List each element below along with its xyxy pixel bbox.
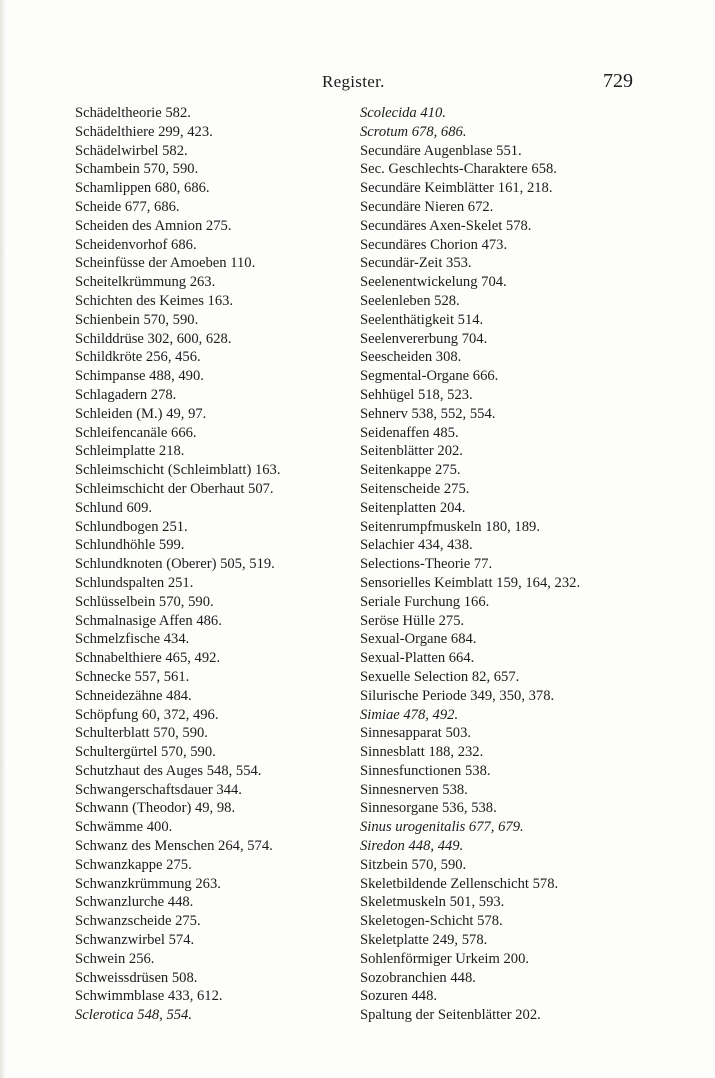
index-entry: Seitenrumpfmuskeln 180, 189. (360, 518, 540, 535)
index-entry: Scheide 677, 686. (75, 198, 180, 215)
index-entry: Schlüsselbein 570, 590. (75, 593, 214, 610)
index-entry: Scheiden des Amnion 275. (75, 217, 232, 234)
index-entry: Sec. Geschlechts-Charaktere 658. (360, 161, 557, 178)
index-entry: Schambein 570, 590. (75, 161, 199, 178)
index-entry: Schamlippen 680, 686. (75, 180, 210, 197)
index-entry: Schwanzwirbel 574. (75, 932, 195, 949)
scan-edge (0, 0, 6, 1078)
index-entry: Sexuelle Selection 82, 657. (360, 668, 520, 685)
index-entry: Schwämme 400. (75, 819, 173, 836)
index-entry: Schulterblatt 570, 590. (75, 725, 208, 742)
index-entry: Sinnesfunctionen 538. (360, 762, 491, 779)
index-entry: Secundäre Keimblätter 161, 218. (360, 180, 553, 197)
index-entry: Seelenthätigkeit 514. (360, 311, 484, 328)
index-entry: Schildkröte 256, 456. (75, 349, 201, 366)
index-entry: Schädeltheorie 582. (75, 105, 191, 121)
index-entry: Schmalnasige Affen 486. (75, 612, 222, 629)
index-entry: Schlundspalten 251. (75, 574, 194, 591)
index-entry: Schädelwirbel 582. (75, 142, 188, 159)
index-entry: Silurische Periode 349, 350, 378. (360, 687, 555, 704)
index-entry: Schnecke 557, 561. (75, 668, 190, 685)
index-entry: Selections-Theorie 77. (360, 556, 493, 573)
index-entry: Schlundknoten (Oberer) 505, 519. (75, 556, 275, 573)
index-entry: Seitenplatten 204. (360, 499, 466, 516)
index-entry: Scrotum 678, 686. (360, 123, 467, 140)
index-entry: Seitenblätter 202. (360, 443, 463, 460)
index-entry: Seelenvererbung 704. (360, 330, 488, 347)
index-entry: Schienbein 570, 590. (75, 311, 199, 328)
index-entry: Skeletplatte 249, 578. (360, 932, 488, 949)
index-entry: Schleifencanäle 666. (75, 424, 197, 441)
index-entry: Schutzhaut des Auges 548, 554. (75, 762, 262, 779)
index-entry: Seröse Hülle 275. (360, 612, 465, 629)
index-entry: Seriale Furchung 166. (360, 593, 490, 610)
index-entry: Schleimschicht (Schleimblatt) 163. (75, 462, 281, 479)
index-entry: Sensorielles Keimblatt 159, 164, 232. (360, 574, 581, 591)
index-entry: Schwanzscheide 275. (75, 913, 201, 930)
index-entry: Sitzbein 570, 590. (360, 856, 467, 873)
index-entry: Sinnesnerven 538. (360, 781, 468, 798)
index-entry: Schöpfung 60, 372, 496. (75, 706, 219, 723)
index-entry: Scheinfüsse der Amoeben 110. (75, 255, 256, 272)
index-entry: Schwein 256. (75, 950, 155, 967)
index-entry: Segmental-Organe 666. (360, 368, 499, 385)
index-entry: Scheidenvorhof 686. (75, 236, 197, 253)
index-entry: Schleiden (M.) 49, 97. (75, 405, 207, 422)
index-entry: Sozuren 448. (360, 988, 438, 1005)
index-entry: Schultergürtel 570, 590. (75, 744, 216, 761)
index-entry: Schleimschicht der Oberhaut 507. (75, 480, 274, 497)
index-entry: Sinnesorgane 536, 538. (360, 800, 497, 817)
index-entry: Sinnesblatt 188, 232. (360, 744, 484, 761)
index-entry: Schwanzlurche 448. (75, 894, 194, 911)
page-number: 729 (603, 70, 633, 92)
index-entry: Schilddrüse 302, 600, 628. (75, 330, 232, 347)
index-column-left (75, 104, 347, 1025)
index-entry: Sohlenförmiger Urkeim 200. (360, 950, 530, 967)
index-entry: Schichten des Keimes 163. (75, 292, 234, 309)
index-entry: Sexual-Platten 664. (360, 650, 475, 667)
index-entry: Sinus urogenitalis 677, 679. (360, 819, 524, 836)
index-entry: Secundäre Augenblase 551. (360, 142, 522, 159)
page-title: Register. (322, 72, 385, 91)
index-entry: Seescheiden 308. (360, 349, 462, 366)
index-entry: Selachier 434, 438. (360, 537, 473, 554)
index-entry: Secundäre Nieren 672. (360, 198, 494, 215)
index-entry: Skeletmuskeln 501, 593. (360, 894, 505, 911)
index-entry: Spaltung der Seitenblätter 202. (360, 1007, 541, 1024)
index-entry: Schwanz des Menschen 264, 574. (75, 838, 273, 855)
index-entry: Seitenscheide 275. (360, 480, 470, 497)
index-entry: Secundäres Chorion 473. (360, 236, 508, 253)
index-entry: Schwanzkappe 275. (75, 856, 192, 873)
index-entry: Sozobranchien 448. (360, 969, 476, 986)
index-entry: Secundär-Zeit 353. (360, 255, 472, 272)
index-entry: Simiae 478, 492. (360, 706, 459, 723)
index-entry: Seidenaffen 485. (360, 424, 459, 441)
index-entry: Schwanzkrümmung 263. (75, 875, 221, 892)
index-entry: Seelenleben 528. (360, 292, 460, 309)
index-entry: Skeletogen-Schicht 578. (360, 913, 503, 930)
index-entry: Schwimmblase 433, 612. (75, 988, 223, 1005)
index-entry: Schweissdrüsen 508. (75, 969, 198, 986)
index-entry: Schleimplatte 218. (75, 443, 185, 460)
index-entry: Sehhügel 518, 523. (360, 386, 473, 403)
index-entry: Schlund 609. (75, 499, 153, 516)
index-entry: Schädelthiere 299, 423. (75, 123, 213, 140)
index-entry: Sexual-Organe 684. (360, 631, 477, 648)
index-entry: Seelenentwickelung 704. (360, 274, 507, 291)
index-entry: Schlagadern 278. (75, 386, 177, 403)
index-entry: Skeletbildende Zellenschicht 578. (360, 875, 559, 892)
index-entry: Scolecida 410. (360, 105, 446, 121)
index-entry: Seitenkappe 275. (360, 462, 461, 479)
index-entry: Schlundhöhle 599. (75, 537, 185, 554)
index-entry: Schmelzfische 434. (75, 631, 190, 648)
index-entry: Schwangerschaftsdauer 344. (75, 781, 242, 798)
index-entry: Schimpanse 488, 490. (75, 368, 204, 385)
index-entry: Secundäres Axen-Skelet 578. (360, 217, 532, 234)
index-entry: Schneidezähne 484. (75, 687, 192, 704)
index-entry: Schnabelthiere 465, 492. (75, 650, 221, 667)
index-entry: Schlundbogen 251. (75, 518, 188, 535)
index-column-right (360, 104, 632, 1025)
index-entry: Sehnerv 538, 552, 554. (360, 405, 496, 422)
index-entry: Sclerotica 548, 554. (75, 1007, 192, 1024)
index-entry: Schwann (Theodor) 49, 98. (75, 800, 236, 817)
index-entry: Sinnesapparat 503. (360, 725, 472, 742)
index-entry: Siredon 448, 449. (360, 838, 464, 855)
index-entry: Scheitelkrümmung 263. (75, 274, 216, 291)
